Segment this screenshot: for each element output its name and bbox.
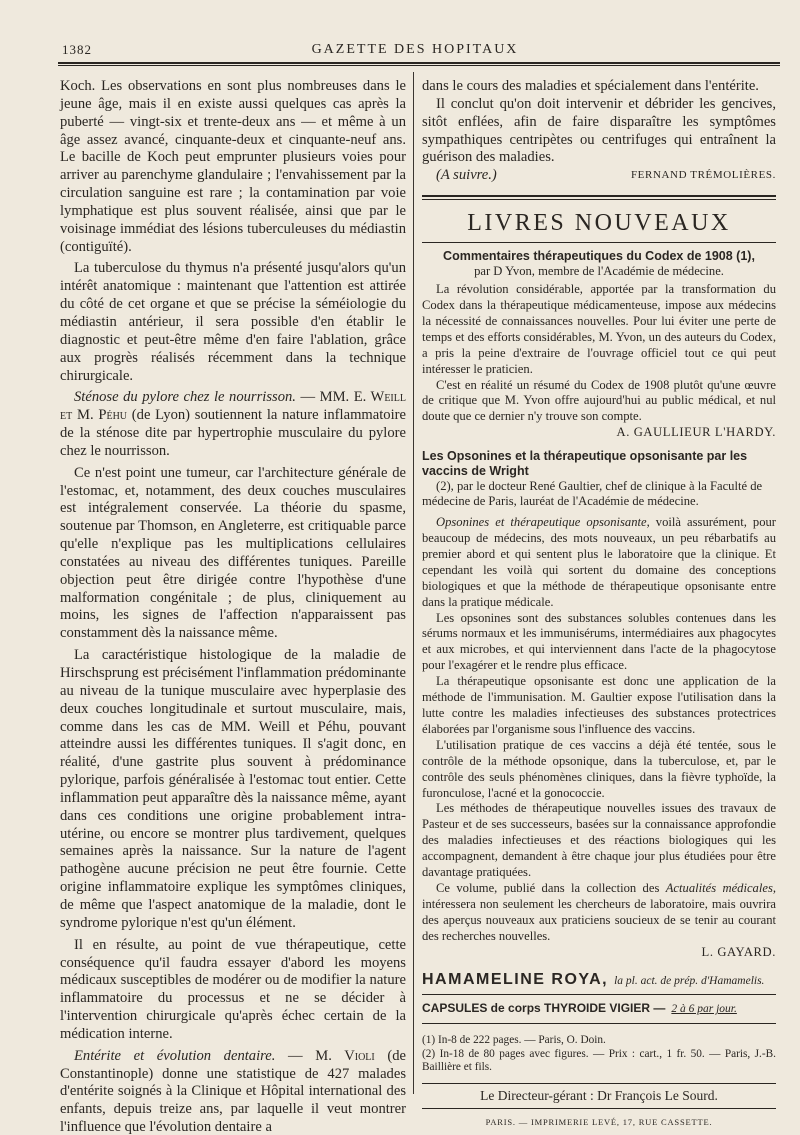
- ad-brand: CAPSULES de corps THYROIDE VIGIER —: [422, 1001, 666, 1016]
- paragraph: Koch. Les observations en sont plus nombreuses dans le jeune âge, mais il en existe aussi quelques cas après la puberté — vingt-six et trente-deux ans — et même à un âge assez avancé, cinquante-deux et cinquante-neuf ans. Le bacille de Koch peut emprunter plusieurs voies pour arriver au parenchyme glandulaire ; l'envahissement par la circulation sanguine est rare ; la contamination par voie lymphatique est plus souvent réalisée, ainsi que par le voisinage immédiat des lésions tuberculeuses du médiastin (contiguïté).: [60, 78, 406, 255]
- page-number: 1382: [62, 42, 92, 57]
- left-column: [60, 78, 406, 1135]
- director-line: Le Directeur-gérant : Dr François Le Sourd.: [422, 1083, 776, 1109]
- italic-lead: Opsonines et thérapeutique opsonisante,: [436, 515, 650, 530]
- ad-tagline: 2 à 6 par jour.: [671, 1003, 737, 1016]
- footnote: (1) In-8 de 222 pages. — Paris, O. Doin.: [422, 1034, 606, 1047]
- book-review-codex: [422, 249, 776, 441]
- collection-name: Actualités médicales,: [665, 880, 776, 895]
- paragraph: La thérapeutique opsonisante est donc une application de la méthode de l'immunisation. M. Gaultier expose l'utilisation dans la lutte contre les maladies infectieuses des substances protectrices élaborées par l'organisme sous l'influence des vaccins.: [422, 674, 776, 736]
- paragraph-text: (de Constantinople) donne une statistique de 427 malades d'entérite soignés à la Clinique et Hôpital international des enfants, depuis treize ans, par laquelle il veut montrer l'influence que l'évolution dentaire a: [60, 1047, 406, 1135]
- paragraph: La tuberculose du thymus n'a présenté jusqu'alors qu'un intérêt anatomique : maintenant que l'attention est attirée du côté de cet organe et que se précise la séméiologie du médiastin antérieur, il sera possible d'en établir le diagnostic et peut-être même d'en faire l'ablation, grâce aux progrès réalisés récemment dans la technique chirurgicale.: [60, 260, 406, 384]
- section-rule: [422, 195, 776, 200]
- right-column: [422, 78, 776, 1131]
- to-be-continued: (A suivre.): [436, 167, 497, 184]
- paragraph: dans le cours des maladies et spécialement dans l'entérite.: [422, 78, 759, 94]
- article-enterite: [60, 1048, 406, 1135]
- advertisement-capsules: [422, 1000, 776, 1024]
- page-header: [50, 38, 780, 60]
- article-title: Entérite et évolution dentaire.: [74, 1047, 276, 1064]
- review-title: Commentaires thérapeutiques du Codex de 1908 (1),: [443, 249, 755, 264]
- paragraph: [422, 881, 776, 945]
- paragraph-text: (de Lyon) soutiennent la nature inflammatoire de la sténose dite par hypertrophie musculaire du pylore chez le nourrisson.: [60, 407, 406, 459]
- article-title: Sténose du pylore chez le nourrisson.: [74, 389, 296, 406]
- paragraph: Les opsonines sont des substances solubles contenues dans les sérums normaux et les immunisérums, intermédiaires aux phagocytes et aux microbes, et qui interviennent dans l'acte de la phagocytose pour l'exagérer et le rendre plus efficace.: [422, 610, 776, 673]
- ad-brand: HAMAMELINE ROYA,: [422, 970, 609, 988]
- journal-title: GAZETTE DES HOPITAUX: [311, 42, 519, 57]
- section-title: LIVRES NOUVEAUX: [467, 210, 731, 237]
- column-divider: [413, 72, 414, 1094]
- paragraph: Les méthodes de thérapeutique nouvelles issues des travaux de Pasteur et de ses successeurs, basées sur la connaissance approfondie des maladies infectieuses et des réactions biologiques qui les accompagnent, demandent à être chaque jour plus étudiées pour être davantage pratiquées.: [422, 801, 776, 880]
- review-signature: A. GAULLIEUR L'HARDY.: [616, 425, 776, 440]
- paragraph: L'utilisation pratique de ces vaccins a déjà été tentée, sous le contrôle de la méthode opsonique, dans la tuberculose, et, par le contrôle des seuls phénomènes cliniques, dans la fièvre typhoïde, la furonculose, l'acné et la gonococcie.: [422, 737, 776, 800]
- paragraph-text: voilà assurément, pour beaucoup de médecins, des mots nouveaux, un peu rébarbatifs au premier abord et qui sentent plus le laboratoire que la clinique. Et cependant les voilà qui sortent du domaine des conceptions biologiques et que la méthode de thérapeutique opsonisante entre dans la pratique médicale.: [422, 515, 776, 609]
- footnotes: [422, 1034, 776, 1075]
- section-title-rule: [422, 242, 776, 243]
- paragraph: Ce n'est point une tumeur, car l'architecture générale de l'estomac, et, notamment, des deux couches musculaires est intégralement conservée. La théorie du spasme, soutenue par Thomson, en Angleterre, est critiquable parce qu'elle n'explique pas les multiplications cellulaires constatées au niveau des différentes tuniques. Pareille objection peut être dirigée contre l'hypothèse d'une malformation congénitale ; de plus, cliniquement au moins, les signes de l'affection n'apparaissent pas constamment dès la naissance même.: [60, 464, 406, 642]
- paragraph-text: Ce volume, publié dans la collection des: [436, 880, 666, 895]
- paragraph: Il conclut qu'on doit intervenir et débrider les gencives, sitôt enflées, afin de faire disparaître les symptômes sympathiques centripètes ou centrifuges qui entraînent la guérison des maladies.: [422, 95, 776, 166]
- paragraph: Il en résulte, au point de vue thérapeutique, cette conséquence qu'il faudra essayer d'abord les moyens médicaux susceptibles de modérer ou de modifier la nature inflammatoire du processus et ne se décider à l'intervention chirurgicale qu'après échec certain de la médication interne.: [60, 936, 406, 1042]
- article-author: — M. Violi: [288, 1047, 375, 1064]
- book-review-opsonines: [422, 449, 776, 960]
- review-subtitle: (2), par le docteur René Gaultier, chef de clinique à la Faculté de médecine de Paris, lauréat de l'Académie de médecine.: [422, 479, 763, 509]
- paragraph: [422, 515, 776, 610]
- advertisement-hamameline: [422, 971, 776, 996]
- paragraph-text: intéressera non seulement les chercheurs de laboratoire, mais ouvrira des aperçus nouveaux aux praticiens soucieux de se tenir au courant des recherches nouvelles.: [422, 896, 776, 943]
- article-sténose: [60, 389, 406, 460]
- review-title: Les Opsonines et la thérapeutique opsonisante par les vaccins de Wright: [422, 449, 748, 479]
- ad-tagline: la pl. act. de prép. d'Hamamelis.: [614, 974, 765, 987]
- article-signature-line: [422, 167, 776, 185]
- footnote: (2) In-18 de 80 pages avec figures. — Prix : cart., 1 fr. 50. — Paris, J.-B. Baillière et fils.: [422, 1047, 776, 1074]
- paragraph: La caractéristique histologique de la maladie de Hirschsprung est précisément l'inflammation prédominante au niveau de la tunique musculaire avec hyperplasie des deux couches longitudinale et surtout musculaire, mais, comme dans les cas de MM. Weill et Péhu, pouvant atteindre aussi les différentes tuniques. Il s'agit donc, en réalité, d'une gastrite plus souvent à prédominance pylorique, parfois généralisée à l'estomac tout entier. Cette inflammation peut apparaître dès la naissance même, ayant dans ces conditions une origine probablement intra-utérine, ou encore se montrer plus tardivement, quelques semaines après la naissance. Sur la nature de l'agent pathogène aucune précision ne peut être fournie. Cette origine inflammatoire explique les symptômes cliniques, de même que l'aspect anatomique de la maladie, dont le syndrome pylorique n'est qu'un élément.: [60, 647, 406, 931]
- paragraph: La révolution considérable, apportée par la transformation du Codex dans la thérapeutique médicamenteuse, impose aux médecins la nécessité de connaissances nouvelles. Pour lui éviter une perte de temps et des efforts considérables, M. Yvon, un des auteurs du Codex, a pris la peine d'extraire de l'ouvrage officiel tout ce qui peut intéresser le praticien.: [422, 282, 776, 376]
- printer-line: PARIS. — IMPRIMERIE LEVÉ, 17, RUE CASSETTE.: [485, 1116, 713, 1127]
- author-signature: FERNAND TRÉMOLIÈRES.: [630, 169, 776, 182]
- header-rule: [58, 62, 780, 66]
- paragraph: C'est en réalité un résumé du Codex de 1908 plutôt qu'une œuvre de critique que M. Yvon offre aujourd'hui au public médical, et nul doute que ce dernier n'y trouve son compte.: [422, 377, 776, 424]
- review-subtitle: par D Yvon, membre de l'Académie de médecine.: [474, 264, 724, 279]
- review-signature: L. GAYARD.: [701, 944, 776, 959]
- article-authors: — MM. E. Weill et M. Péhu: [60, 389, 406, 424]
